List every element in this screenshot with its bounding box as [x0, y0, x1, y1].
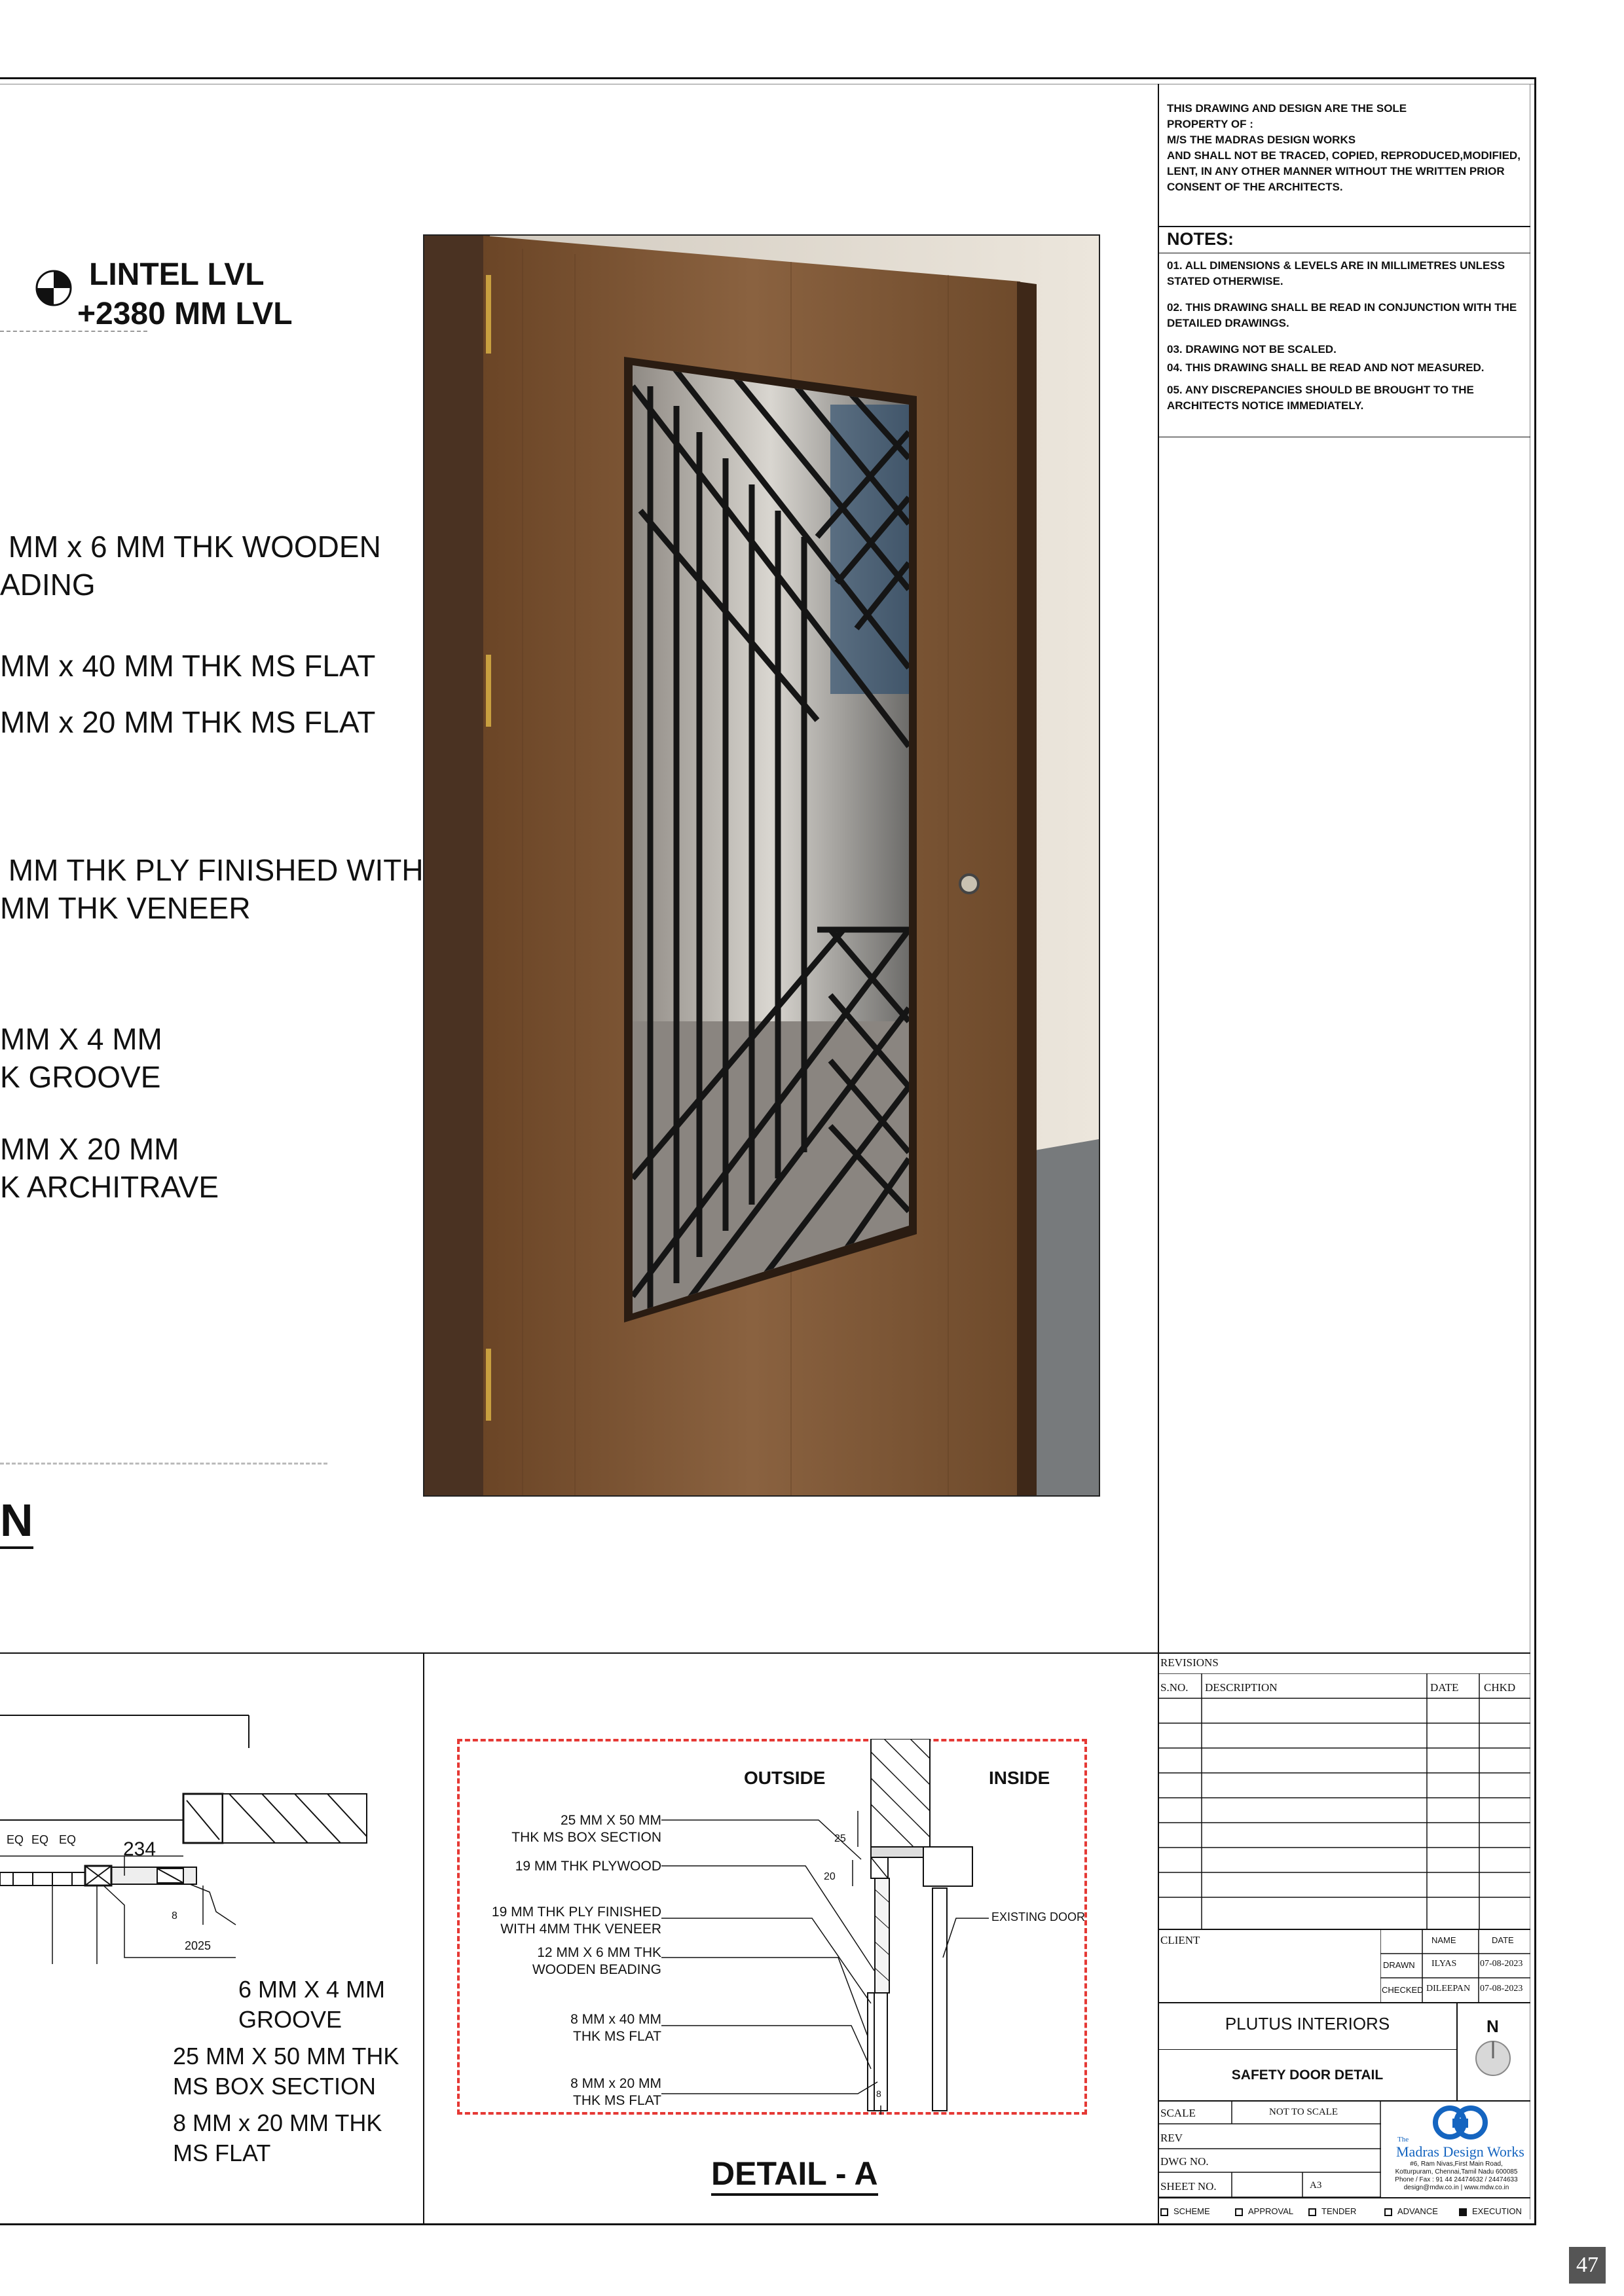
disclaimer-line: AND SHALL NOT BE TRACED, COPIED, REPRODUCED,MODIFIED,: [1167, 149, 1521, 162]
elevation-label-ply: MM THK PLY FINISHED WITH MM THK VENEER: [0, 853, 424, 925]
lower-divider: [0, 1652, 1158, 1654]
disclaimer-line: PROPERTY OF :: [1167, 118, 1253, 130]
stage-approval[interactable]: [1235, 2206, 1293, 2216]
rev-label: REV: [1160, 2132, 1183, 2144]
stage-tender[interactable]: [1308, 2206, 1356, 2216]
scale-label: SCALE: [1160, 2107, 1196, 2119]
plan-detail-divider: [423, 1653, 424, 2223]
plan-dim-8: 8: [172, 1910, 177, 1922]
sheet-border-bottom: [0, 2223, 1536, 2225]
elevation-label-architrave: MM X 20 MM K ARCHITRAVE: [0, 1132, 219, 1204]
disclaimer-line: THIS DRAWING AND DESIGN ARE THE SOLE: [1167, 102, 1407, 115]
col-chkd: CHKD: [1484, 1681, 1516, 1694]
stage-checkbox[interactable]: [1160, 2208, 1168, 2216]
page-number-badge: [1569, 2247, 1606, 2284]
stage-execution[interactable]: [1459, 2206, 1522, 2216]
plan-label-box-section: 25 MM X 50 MM THK MS BOX SECTION: [173, 2043, 399, 2100]
stage-checkbox[interactable]: [1235, 2208, 1243, 2216]
elevation-label-beading: MM x 6 MM THK WOODEN ADING: [0, 530, 381, 602]
firm-address: design@mdw.co.in | www.mdw.co.in: [1403, 2184, 1509, 2191]
scale-value: NOT TO SCALE: [1269, 2107, 1338, 2117]
sheet-border-top: [0, 77, 1536, 79]
detail-a-title: DETAIL - A: [711, 2154, 878, 2196]
drawn-name: ILYAS: [1431, 1959, 1457, 1969]
drawn-label: DRAWN: [1383, 1960, 1415, 1970]
detail-a-label: 25 MM X 50 MM THK MS BOX SECTION: [511, 1813, 661, 1845]
detail-a-existing-door: EXISTING DOOR: [991, 1910, 1086, 1923]
plan-dim-2025: 2025: [185, 1939, 212, 1952]
detail-a-label: 12 MM X 6 MM THK WOODEN BEADING: [532, 1945, 661, 1977]
checked-date: 07-08-2023: [1480, 1984, 1523, 1994]
col-date: DATE: [1430, 1681, 1459, 1694]
detail-a-outside: OUTSIDE: [744, 1768, 826, 1788]
floor-line: [0, 1463, 327, 1465]
disclaimer-line: LENT, IN ANY OTHER MANNER WITHOUT THE WRITTEN PRIOR: [1167, 165, 1505, 177]
title-rule: [1158, 2049, 1456, 2050]
dwg-label: DWG NO.: [1160, 2155, 1209, 2168]
north-arrow-icon: [1473, 2039, 1513, 2081]
detail-a-inside: INSIDE: [989, 1768, 1050, 1788]
elevation-title: N: [0, 1494, 33, 1549]
plan-dim-eq: EQ: [31, 1833, 49, 1846]
north-divider: [1456, 2002, 1458, 2100]
stage-label: TENDER: [1321, 2206, 1357, 2216]
firm-logo-icon: [1433, 2105, 1488, 2143]
sheet-size: A3: [1310, 2180, 1322, 2191]
stage-label: ADVANCE: [1397, 2206, 1438, 2216]
stage-label: SCHEME: [1173, 2206, 1210, 2216]
elevation-label-groove: MM X 4 MM K GROOVE: [0, 1022, 162, 1094]
lintel-level: +2380 MM LVL: [77, 297, 293, 331]
note-item: 01. ALL DIMENSIONS & LEVELS ARE IN MILLIMETRES UNLESS STATED OTHERWISE.: [1167, 259, 1505, 287]
plan-dim-eq: EQ: [59, 1833, 77, 1846]
disclaimer-line: M/S THE MADRAS DESIGN WORKS: [1167, 134, 1356, 146]
firm-name: Madras Design Works: [1396, 2143, 1524, 2160]
stage-checkbox[interactable]: [1459, 2208, 1467, 2216]
detail-a-dim-25: 25: [834, 1833, 846, 1844]
notes-top-rule: [1158, 226, 1530, 227]
detail-a-label: 19 MM THK PLYWOOD: [515, 1859, 661, 1874]
firm-address: Phone / Fax : 91 44 24474632 / 24474633: [1395, 2176, 1518, 2183]
detail-a-label: 19 MM THK PLY FINISHED WITH 4MM THK VENEER: [491, 1904, 661, 1937]
elevation-label-ms-flat-20: MM x 20 MM THK MS FLAT: [0, 705, 376, 739]
stage-scheme[interactable]: [1160, 2206, 1210, 2216]
sheet-label: SHEET NO.: [1160, 2180, 1217, 2193]
project-rule: [1158, 2002, 1530, 2003]
note-item: 04. THIS DRAWING SHALL BE READ AND NOT MEASURED.: [1167, 361, 1485, 374]
detail-a-label: 8 MM x 20 MM THK MS FLAT: [570, 2076, 661, 2108]
stage-checkbox[interactable]: [1308, 2208, 1316, 2216]
revisions-table: [1158, 1673, 1530, 1929]
name-header: NAME: [1431, 1935, 1456, 1945]
lintel-label: LINTEL LVL: [89, 257, 265, 292]
tb-revisions: REVISIONS: [1160, 1656, 1219, 1669]
detail-a-dim-20: 20: [824, 1871, 836, 1882]
elevation-label-ms-flat-40: MM x 40 MM THK MS FLAT: [0, 649, 376, 683]
checked-label: CHECKED: [1382, 1985, 1424, 1995]
plan-section-drawing: [0, 1676, 423, 1964]
notes-list: [1167, 258, 1526, 414]
firm-small: The: [1397, 2136, 1409, 2143]
level-marker: [33, 267, 75, 312]
firm-address: Kotturpuram, Chennai,Tamil Nadu 600085: [1395, 2168, 1518, 2176]
sheet-border-right: [1534, 77, 1536, 2225]
north-label: N: [1486, 2016, 1499, 2036]
col-sno: S.NO.: [1160, 1681, 1189, 1694]
detail-a-dim-8: 8: [876, 2088, 881, 2099]
drawn-date: 07-08-2023: [1480, 1959, 1523, 1969]
page-number: 47: [1576, 2253, 1598, 2277]
client-name: PLUTUS INTERIORS: [1225, 2014, 1390, 2033]
tb-top-rule: [1158, 1652, 1530, 1654]
plan-dim-234: 234: [123, 1838, 157, 1860]
note-item: 03. DRAWING NOT BE SCALED.: [1167, 343, 1337, 355]
note-item: 05. ANY DISCREPANCIES SHOULD BE BROUGHT TO THE ARCHITECTS NOTICE IMMEDIATELY.: [1167, 384, 1474, 412]
stage-label: EXECUTION: [1472, 2206, 1522, 2216]
stage-advance[interactable]: [1384, 2206, 1438, 2216]
client-label: CLIENT: [1160, 1934, 1200, 1946]
detail-a-leaders: [655, 1807, 1074, 2115]
notes-heading: NOTES:: [1167, 229, 1234, 249]
firm-address: #6, Ram Nivas,First Main Road,: [1410, 2160, 1503, 2168]
door-photo: [423, 234, 1100, 1497]
plan-label-ms-flat: 8 MM x 20 MM THK MS FLAT: [173, 2109, 382, 2166]
plan-dim-eq: EQ: [7, 1833, 24, 1846]
stage-label: APPROVAL: [1248, 2206, 1294, 2216]
disclaimer: [1167, 101, 1526, 195]
detail-a-label: 8 MM x 40 MM THK MS FLAT: [570, 2012, 661, 2044]
disclaimer-line: CONSENT OF THE ARCHITECTS.: [1167, 181, 1343, 193]
stage-checkbox[interactable]: [1384, 2208, 1392, 2216]
drawing-title: SAFETY DOOR DETAIL: [1231, 2068, 1384, 2083]
col-description: DESCRIPTION: [1205, 1681, 1278, 1694]
note-item: 02. THIS DRAWING SHALL BE READ IN CONJUNCTION WITH THE DETAILED DRAWINGS.: [1167, 301, 1517, 329]
stages-rule: [1158, 2197, 1530, 2198]
checked-name: DILEEPAN: [1426, 1984, 1471, 1994]
plan-label-groove: 6 MM X 4 MM GROOVE: [238, 1976, 386, 2033]
date-header: DATE: [1492, 1935, 1514, 1945]
